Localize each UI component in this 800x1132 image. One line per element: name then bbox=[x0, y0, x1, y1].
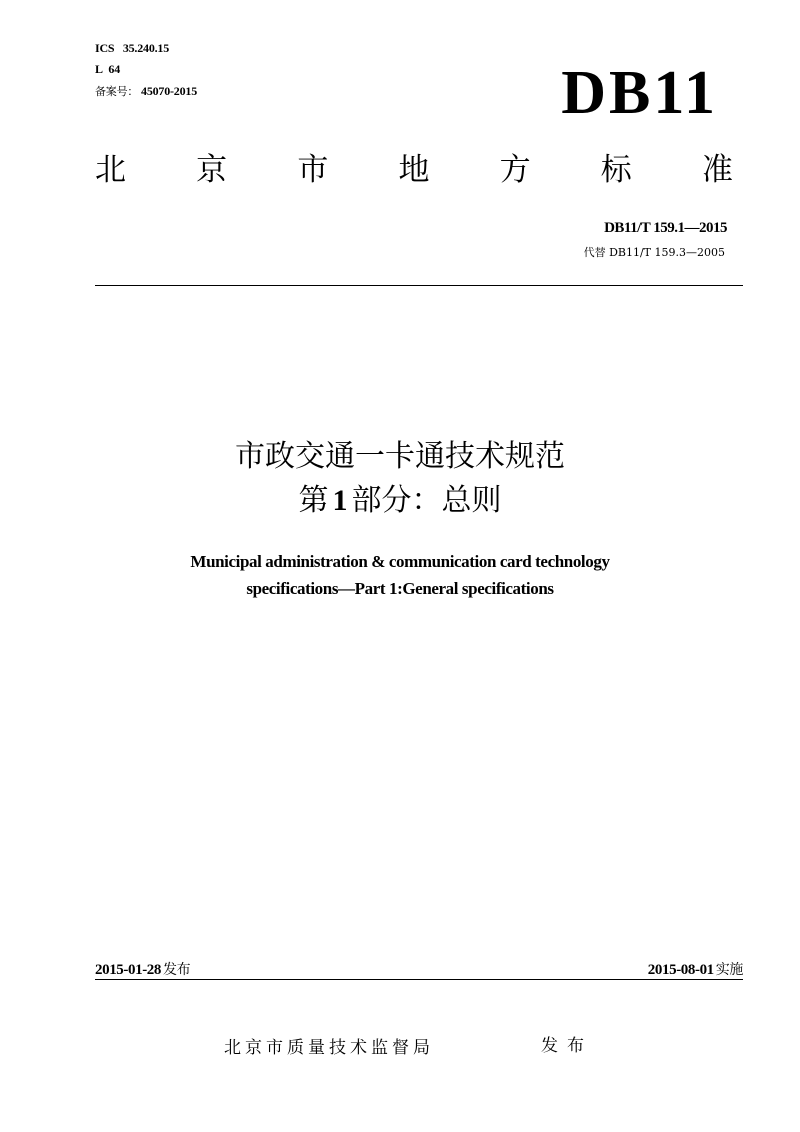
standard-type-char: 北 bbox=[95, 152, 126, 188]
title-cn-main: 市政交通一卡通技术规范 bbox=[235, 439, 565, 474]
issue-word: 发布 bbox=[541, 1036, 593, 1056]
record-label: 备案号： bbox=[95, 85, 139, 98]
standard-number: DB11/T 159.1—2015 bbox=[604, 220, 727, 236]
standard-type-char: 京 bbox=[196, 152, 228, 188]
db11-mark: DB11 bbox=[561, 59, 718, 127]
issuing-authority: 北京市质量技术监督局 bbox=[224, 1038, 434, 1058]
title-part-number: 1 bbox=[332, 484, 348, 517]
title-cn-part bbox=[0, 483, 800, 518]
top-divider bbox=[95, 285, 743, 286]
ccs-code bbox=[95, 62, 120, 77]
ics-label: ICS bbox=[95, 41, 115, 55]
publish-label: 发布 bbox=[163, 962, 191, 978]
publish-date-value: 2015-01-28 bbox=[95, 962, 161, 978]
standard-type-char: 标 bbox=[600, 152, 632, 188]
implement-date bbox=[648, 959, 743, 979]
record-number bbox=[95, 83, 197, 99]
replaces-standard: 代替 DB11/T 159.3—2005 bbox=[583, 246, 725, 259]
ics-code bbox=[95, 41, 169, 56]
title-en-line1: Municipal administration & communication card technology bbox=[190, 552, 610, 571]
implement-date-value: 2015-08-01 bbox=[647, 962, 714, 978]
standard-type-title bbox=[95, 152, 733, 188]
standard-type-char: 准 bbox=[701, 152, 733, 188]
ccs-label: L bbox=[95, 62, 103, 76]
publish-date bbox=[95, 959, 190, 979]
record-value: 45070-2015 bbox=[141, 84, 198, 98]
standard-type-char: 方 bbox=[499, 152, 531, 188]
ics-value: 35.240.15 bbox=[122, 41, 170, 55]
standard-type-char: 市 bbox=[297, 152, 329, 188]
title-part-prefix: 第 bbox=[298, 483, 329, 518]
standard-type-char: 地 bbox=[398, 152, 430, 188]
bottom-divider bbox=[95, 979, 743, 980]
implement-label: 实施 bbox=[715, 962, 743, 978]
title-part-suffix: 部分：总则 bbox=[351, 483, 502, 518]
ccs-value: 64 bbox=[108, 62, 121, 76]
title-en-line2: specifications—Part 1:General specifications bbox=[246, 579, 554, 598]
